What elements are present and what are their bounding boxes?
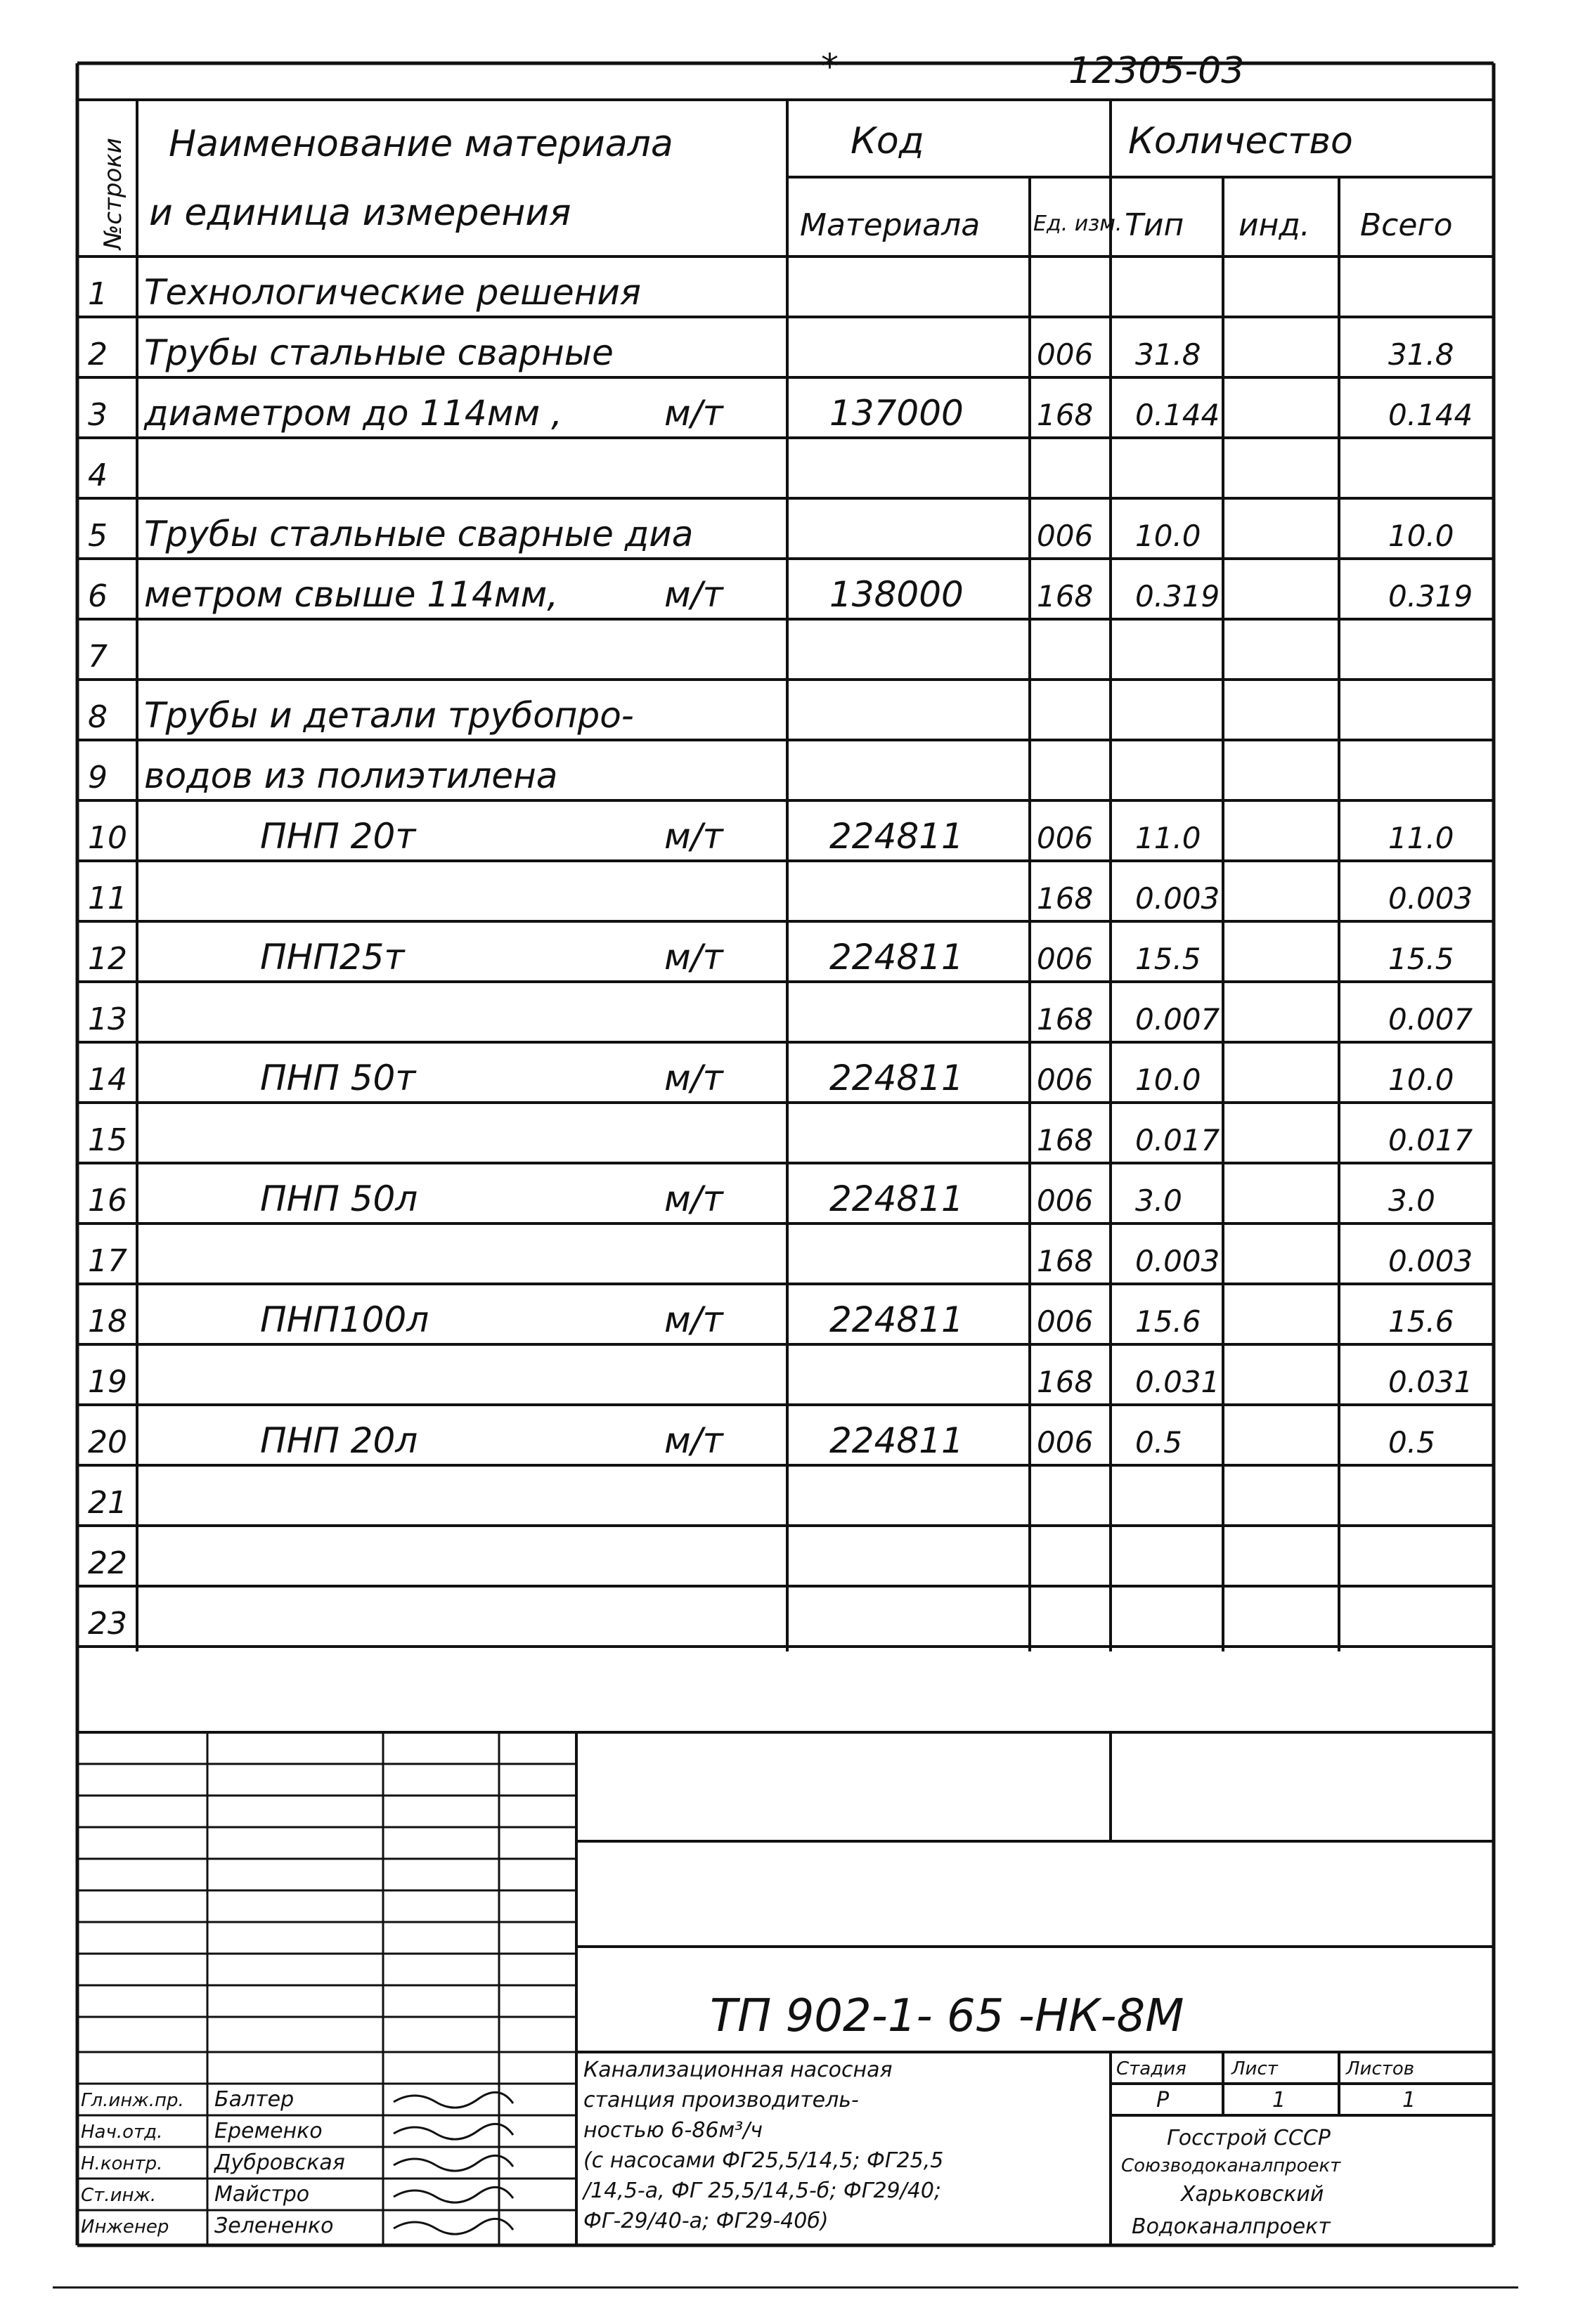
row-quantity-type: 31.8 xyxy=(1135,337,1201,372)
table-row xyxy=(77,1179,1494,1223)
signer-name: Еременко xyxy=(214,2119,323,2143)
signer-name: Майстро xyxy=(214,2182,310,2207)
signature-scribble xyxy=(394,2155,513,2171)
row-number: 13 xyxy=(88,1001,127,1037)
row-quantity-type: 0.003 xyxy=(1135,1244,1220,1278)
table-row xyxy=(77,1243,1494,1284)
title-block xyxy=(77,1732,1494,2245)
row-number: 7 xyxy=(88,639,108,675)
row-number: 22 xyxy=(88,1545,127,1581)
row-quantity-total: 0.007 xyxy=(1388,1002,1473,1037)
row-unit-code: 006 xyxy=(1037,821,1094,855)
signer-role: Ст.инж. xyxy=(81,2185,157,2206)
description-line: (с насосами ФГ25,5/14,5; ФГ25,5 xyxy=(583,2148,944,2173)
row-number: 9 xyxy=(88,760,108,796)
row-unit-text: м/т xyxy=(664,393,723,434)
sheet-value: 1 xyxy=(1272,2088,1286,2112)
row-quantity-type: 0.031 xyxy=(1135,1365,1220,1399)
table-row xyxy=(77,755,1494,800)
row-name: водов из полиэтилена xyxy=(144,755,558,796)
table-row xyxy=(77,1058,1494,1103)
stage-label: Стадия xyxy=(1116,2058,1186,2079)
table-row xyxy=(77,937,1494,982)
row-unit-code: 168 xyxy=(1037,881,1094,916)
signer-name: Зелененко xyxy=(214,2214,334,2238)
sheets-label: Листов xyxy=(1346,2058,1415,2079)
row-item-label: ПНП100л xyxy=(260,1299,429,1340)
row-quantity-type: 15.5 xyxy=(1135,942,1201,976)
description-line: ностью 6-86м³/ч xyxy=(583,2118,763,2143)
header-name-line1: Наименование материала xyxy=(169,123,673,165)
row-quantity-total: 15.5 xyxy=(1388,942,1454,976)
row-quantity-total: 3.0 xyxy=(1388,1183,1435,1218)
row-unit-text: м/т xyxy=(664,1179,723,1219)
table-row xyxy=(77,695,1494,740)
row-unit-code: 006 xyxy=(1037,1183,1094,1218)
row-number: 4 xyxy=(88,457,108,493)
row-quantity-type: 3.0 xyxy=(1135,1183,1182,1218)
table-row xyxy=(77,457,1494,498)
sheets-value: 1 xyxy=(1402,2088,1416,2112)
header-code: Код xyxy=(851,120,924,162)
row-item-label: ПНП 50л xyxy=(260,1179,418,1219)
object-description xyxy=(581,2058,943,2233)
org-line2: Союзводоканалпроект xyxy=(1121,2155,1341,2176)
org-line1: Госстрой СССР xyxy=(1167,2126,1331,2150)
description-line: ФГ-29/40-а; ФГ29-40б) xyxy=(583,2209,829,2233)
table-row xyxy=(77,816,1494,861)
row-number: 20 xyxy=(88,1424,127,1460)
description-line: Канализационная насосная xyxy=(583,2058,893,2082)
row-quantity-total: 0.003 xyxy=(1388,1244,1473,1278)
header-unit: Ед. изм. xyxy=(1033,212,1123,236)
table-row xyxy=(77,332,1494,377)
row-number: 16 xyxy=(88,1183,127,1219)
doc-code: ТП 902-1- 65 -НК-8М xyxy=(710,1990,1184,2042)
header-quantity: Количество xyxy=(1128,120,1353,162)
signer-name: Балтер xyxy=(214,2087,295,2112)
sheet-label: Лист xyxy=(1231,2058,1278,2079)
row-unit-code: 006 xyxy=(1037,1304,1094,1339)
row-item-label: ПНП 20т xyxy=(260,816,416,857)
table-row xyxy=(77,272,1494,317)
table-row xyxy=(77,1299,1494,1344)
header-name-line2: и единица измерения xyxy=(149,192,571,234)
doc-number: 12305-03 xyxy=(1068,50,1245,92)
row-number: 6 xyxy=(88,578,108,614)
row-number: 8 xyxy=(88,699,108,735)
row-number: 21 xyxy=(88,1485,127,1521)
row-material-code: 224811 xyxy=(829,937,964,978)
table-row xyxy=(77,881,1494,921)
row-quantity-type: 0.319 xyxy=(1135,579,1220,614)
row-number: 1 xyxy=(88,276,108,312)
row-quantity-type: 10.0 xyxy=(1135,519,1201,553)
row-number: 3 xyxy=(88,397,108,433)
row-quantity-type: 0.017 xyxy=(1135,1123,1220,1157)
row-quantity-total: 10.0 xyxy=(1388,1063,1454,1097)
signer-role: Гл.инж.пр. xyxy=(81,2090,184,2111)
row-unit-code: 168 xyxy=(1037,579,1094,614)
row-unit-code: 168 xyxy=(1037,1365,1094,1399)
row-unit-code: 006 xyxy=(1037,1425,1094,1460)
row-number: 14 xyxy=(88,1062,127,1098)
row-number: 23 xyxy=(88,1606,127,1642)
row-unit-code: 006 xyxy=(1037,1063,1094,1097)
row-name: диаметром до 114мм , xyxy=(144,393,562,434)
table-row xyxy=(77,1545,1494,1586)
row-quantity-total: 0.5 xyxy=(1388,1425,1435,1460)
row-unit-text: м/т xyxy=(664,1420,723,1461)
signer-role: Инженер xyxy=(81,2216,169,2238)
row-number: 15 xyxy=(88,1122,127,1158)
header-ind: инд. xyxy=(1239,207,1310,243)
row-number: 10 xyxy=(88,820,127,856)
header-type: Тип xyxy=(1125,207,1184,243)
row-unit-text: м/т xyxy=(664,1299,723,1340)
top-mark: * xyxy=(821,46,839,87)
org-line3: Харьковский xyxy=(1181,2182,1324,2207)
header-total: Всего xyxy=(1360,207,1453,243)
row-quantity-type: 0.007 xyxy=(1135,1002,1220,1037)
row-quantity-total: 0.017 xyxy=(1388,1123,1473,1157)
row-number: 12 xyxy=(88,941,127,977)
row-name: метром свыше 114мм, xyxy=(144,574,559,615)
table-row xyxy=(77,1001,1494,1042)
row-unit-text: м/т xyxy=(664,1058,723,1098)
row-unit-code: 006 xyxy=(1037,519,1094,553)
row-quantity-total: 15.6 xyxy=(1388,1304,1454,1339)
row-number: 17 xyxy=(88,1243,127,1279)
signer-name: Дубровская xyxy=(214,2150,345,2175)
row-unit-text: м/т xyxy=(664,937,723,978)
row-unit-code: 006 xyxy=(1037,337,1094,372)
table-row xyxy=(77,639,1494,680)
row-material-code: 224811 xyxy=(829,1420,964,1461)
header-material: Материала xyxy=(800,207,981,243)
row-number: 18 xyxy=(88,1304,127,1339)
header-row-number: №строки xyxy=(99,138,127,249)
row-quantity-type: 0.144 xyxy=(1135,398,1220,432)
signer-role: Н.контр. xyxy=(81,2153,163,2174)
row-quantity-total: 0.031 xyxy=(1388,1365,1473,1399)
table-row xyxy=(77,514,1494,559)
row-material-code: 224811 xyxy=(829,1299,964,1340)
row-number: 11 xyxy=(88,881,127,916)
row-material-code: 137000 xyxy=(829,393,964,434)
row-quantity-total: 11.0 xyxy=(1388,821,1454,855)
row-item-label: ПНП 50т xyxy=(260,1058,416,1098)
row-quantity-total: 0.003 xyxy=(1388,881,1473,916)
row-item-label: ПНП 20л xyxy=(260,1420,418,1461)
stage-value: Р xyxy=(1156,2088,1170,2112)
signature-scribble xyxy=(394,2092,513,2108)
row-name: Трубы стальные сварные диа xyxy=(144,514,694,554)
row-unit-code: 168 xyxy=(1037,1123,1094,1157)
table-body xyxy=(77,272,1494,1647)
description-line: станция производитель- xyxy=(583,2088,859,2112)
org-line4: Водоканалпроект xyxy=(1132,2214,1331,2239)
row-unit-code: 168 xyxy=(1037,1002,1094,1037)
signers-list xyxy=(81,2087,513,2238)
row-quantity-total: 10.0 xyxy=(1388,519,1454,553)
outer-frame xyxy=(77,63,1494,2245)
table-row xyxy=(77,1364,1494,1405)
row-item-label: ПНП25т xyxy=(260,937,405,978)
table-row xyxy=(77,393,1494,438)
row-quantity-type: 0.003 xyxy=(1135,881,1220,916)
row-material-code: 138000 xyxy=(829,574,964,615)
table-row xyxy=(77,1485,1494,1526)
row-unit-text: м/т xyxy=(664,816,723,857)
row-material-code: 224811 xyxy=(829,1058,964,1098)
signature-scribble xyxy=(394,2124,513,2139)
row-unit-code: 006 xyxy=(1037,942,1094,976)
table-row xyxy=(77,1122,1494,1163)
signature-scribble xyxy=(394,2219,513,2234)
row-unit-text: м/т xyxy=(664,574,723,615)
row-quantity-total: 31.8 xyxy=(1388,337,1454,372)
row-name: Трубы стальные сварные xyxy=(144,332,614,373)
row-name: Трубы и детали трубопро- xyxy=(144,695,634,736)
signer-role: Нач.отд. xyxy=(81,2122,163,2143)
row-name: Технологические решения xyxy=(144,272,641,313)
row-number: 5 xyxy=(88,518,108,554)
signature-scribble xyxy=(394,2187,513,2202)
row-quantity-type: 10.0 xyxy=(1135,1063,1201,1097)
description-line: /14,5-а, ФГ 25,5/14,5-б; ФГ29/40; xyxy=(583,2179,942,2203)
row-quantity-total: 0.144 xyxy=(1388,398,1473,432)
table-row xyxy=(77,1420,1494,1465)
row-quantity-total: 0.319 xyxy=(1388,579,1473,614)
row-quantity-type: 15.6 xyxy=(1135,1304,1201,1339)
row-unit-code: 168 xyxy=(1037,398,1094,432)
table-row xyxy=(77,1606,1494,1647)
table-row xyxy=(77,574,1494,619)
row-number: 2 xyxy=(88,337,108,372)
row-quantity-type: 0.5 xyxy=(1135,1425,1182,1460)
row-material-code: 224811 xyxy=(829,816,964,857)
row-unit-code: 168 xyxy=(1037,1244,1094,1278)
row-number: 19 xyxy=(88,1364,127,1400)
row-quantity-type: 11.0 xyxy=(1135,821,1201,855)
row-material-code: 224811 xyxy=(829,1179,964,1219)
